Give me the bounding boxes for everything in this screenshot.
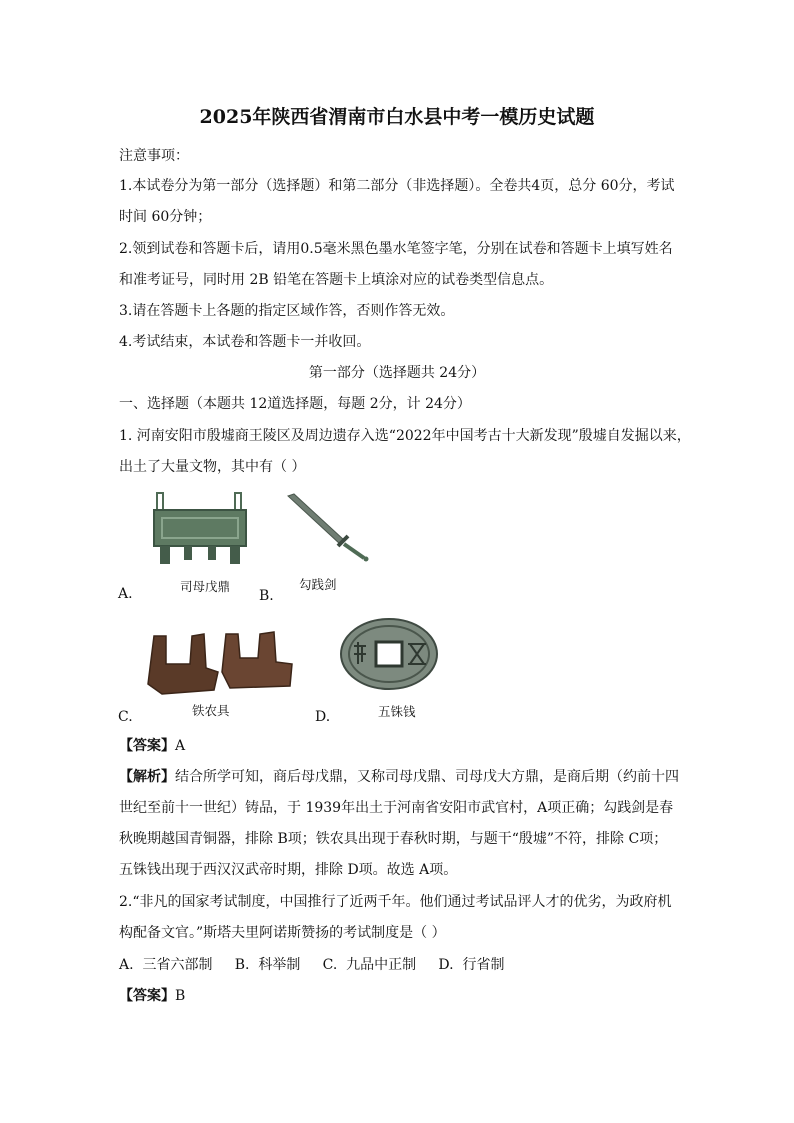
- option-b-caption: 勾践剑: [299, 577, 337, 592]
- question-2-stem: 2.“非凡的国家考试制度，中国推行了近两千年。他们通过考试品评人才的优劣，为政府机: [119, 894, 672, 910]
- part-heading: 第一部分（选择题共 24分）: [308, 365, 486, 381]
- answer-value: B: [175, 988, 186, 1004]
- question-2-stem: 构配备文官。”斯塔夫里阿诺斯赞扬的考试制度是（ ）: [119, 925, 446, 941]
- question-1-stem: 1. 河南安阳市殷墟商王陵区及周边遗存入选“2022年中国考古十大新发现”殷墟自发掘以来，: [119, 428, 691, 444]
- option-a-caption: 司母戊鼎: [180, 579, 231, 594]
- coin-icon: [338, 616, 440, 692]
- analysis-line: [119, 767, 679, 787]
- analysis-label: 【解析】: [119, 769, 175, 785]
- answer-label: 【答案】: [119, 738, 175, 754]
- bronze-sword-icon: [286, 492, 372, 562]
- page-title: 2025年陕西省渭南市白水县中考一模历史试题: [199, 106, 595, 128]
- section-heading: 一、选择题（本题共 12道选择题，每题 2分，计 24分）: [119, 396, 471, 412]
- notice-line: 和准考证号，同时用 2B 铅笔在答题卡上填涂对应的试卷类型信息点。: [119, 272, 554, 288]
- notice-line: 1.本试卷分为第一部分（选择题）和第二部分（非选择题）。全卷共4页，总分 60分，考试: [119, 178, 675, 194]
- answer-line: [119, 736, 185, 756]
- question-1-stem: 出土了大量文物，其中有（ ）: [119, 459, 306, 475]
- bronze-ding-icon: [150, 490, 250, 566]
- answer-label: 【答案】: [119, 988, 175, 1004]
- answer-value: A: [175, 738, 186, 754]
- option-c-caption: 铁农具: [192, 703, 230, 718]
- notice-line: 4.考试结束，本试卷和答题卡一并收回。: [119, 334, 371, 350]
- iron-tools-icon: [140, 628, 300, 698]
- option-a-letter: A.: [118, 586, 133, 602]
- analysis-line: 世纪至前十一世纪）铸品，于 1939年出土于河南省安阳市武官村，A项正确；勾践剑是春: [119, 800, 674, 816]
- answer-line: [119, 986, 185, 1006]
- question-2-options: A. 三省六部制 B. 科举制 C. 九品中正制 D. 行省制: [119, 957, 505, 973]
- notice-line: 时间 60分钟；: [119, 209, 212, 225]
- option-d-caption: 五铢钱: [378, 704, 416, 719]
- analysis-line: 五铢钱出现于西汉汉武帝时期，排除 D项。故选 A项。: [119, 862, 458, 878]
- notice-line: 2.领到试卷和答题卡后，请用0.5毫米黑色墨水笔签字笔，分别在试卷和答题卡上填写姓名: [119, 241, 673, 257]
- option-c-letter: C.: [118, 709, 133, 725]
- option-b-letter: B.: [259, 588, 274, 604]
- notice-line: 3.请在答题卡上各题的指定区域作答，否则作答无效。: [119, 303, 455, 319]
- option-d-letter: D.: [315, 709, 331, 725]
- notice-heading: 注意事项：: [119, 148, 189, 164]
- analysis-text: 结合所学可知，商后母戊鼎，又称司母戊鼎、司母戊大方鼎，是商后期（约前十四: [175, 769, 679, 785]
- analysis-line: 秋晚期越国青铜器，排除 B项；铁农具出现于春秋时期，与题干“殷墟”不符，排除 C项；: [119, 831, 668, 847]
